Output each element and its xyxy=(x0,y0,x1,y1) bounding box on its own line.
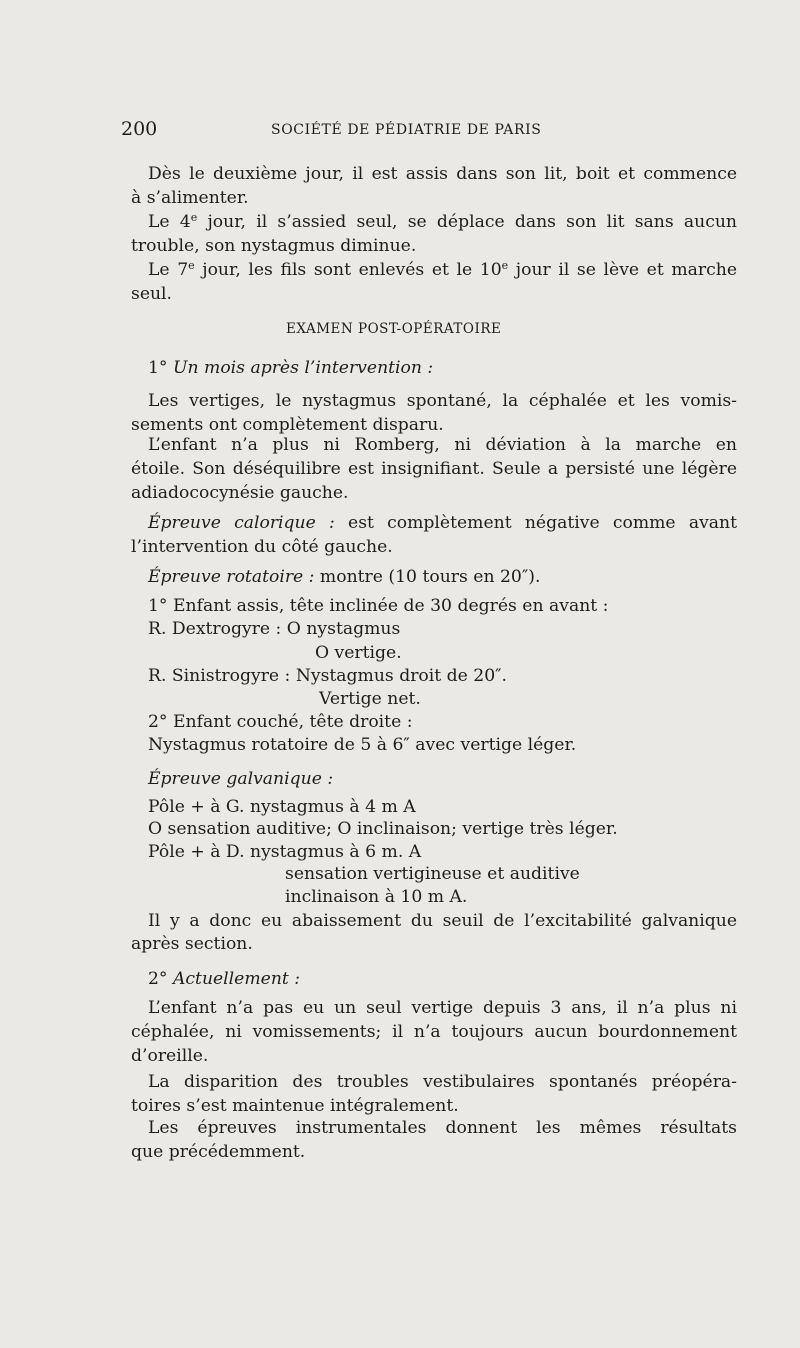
text-line: trouble, son nystagmus diminue. xyxy=(131,236,417,256)
text-line: Épreuve galvanique : xyxy=(148,769,334,789)
text-line: Dès le deuxième jour, il est assis dans son lit, boit et commence xyxy=(148,164,737,184)
subsection-heading: 2° Actuellement : xyxy=(148,969,301,989)
text-line: Vertige net. xyxy=(319,689,421,709)
text-line: inclinaison à 10 m A. xyxy=(285,887,468,907)
page-number: 200 xyxy=(121,118,158,140)
text-line: Il y a donc eu abaissement du seuil de l’excitabilité galvanique xyxy=(148,911,737,931)
text-line: céphalée, ni vomissements; il n’a toujours aucun bourdonnement xyxy=(131,1022,737,1042)
page-header xyxy=(121,118,586,144)
text-line: Les vertiges, le nystagmus spontané, la céphalée et les vomis- xyxy=(148,391,737,411)
text-line: sements ont complètement disparu. xyxy=(131,415,444,435)
text-line: étoile. Son déséquilibre est insignifiant. Seule a persisté une légère xyxy=(131,459,737,479)
text-line: L’enfant n’a plus ni Romberg, ni déviation à la marche en xyxy=(148,435,737,455)
text-line: Les épreuves instrumentales donnent les mêmes résultats xyxy=(148,1118,737,1138)
text-line: O vertige. xyxy=(315,643,402,663)
text-line: toires s’est maintenue intégralement. xyxy=(131,1096,459,1116)
subsection-heading: 1° Un mois après l’intervention : xyxy=(148,358,434,378)
text-line: 1° Enfant assis, tête inclinée de 30 degrés en avant : xyxy=(148,596,609,616)
text-line: que précédemment. xyxy=(131,1142,306,1162)
text-line: l’intervention du côté gauche. xyxy=(131,537,393,557)
text-line: R. Dextrogyre : O nystagmus xyxy=(148,619,401,639)
text-line: Le 7e jour, les fils sont enlevés et le 10e jour il se lève et marche xyxy=(148,259,737,280)
text-line: sensation vertigineuse et auditive xyxy=(285,864,580,884)
text-line: à s’alimenter. xyxy=(131,188,249,208)
text-line: d’oreille. xyxy=(131,1046,209,1066)
text-line: L’enfant n’a pas eu un seul vertige depuis 3 ans, il n’a plus ni xyxy=(148,998,737,1018)
text-line: seul. xyxy=(131,284,173,304)
text-line: Pôle + à G. nystagmus à 4 m A xyxy=(148,797,416,817)
text-line: après section. xyxy=(131,934,253,954)
text-line: R. Sinistrogyre : Nystagmus droit de 20″. xyxy=(148,666,508,686)
running-title: SOCIÉTÉ DE PÉDIATRIE DE PARIS xyxy=(271,122,542,138)
text-line: adiadococynésie gauche. xyxy=(131,483,349,503)
text-line: Nystagmus rotatoire de 5 à 6″ avec vertige léger. xyxy=(148,735,577,755)
text-line: Pôle + à D. nystagmus à 6 m. A xyxy=(148,842,422,862)
text-line: O sensation auditive; O inclinaison; vertige très léger. xyxy=(148,819,618,839)
text-line: La disparition des troubles vestibulaires spontanés préopéra- xyxy=(148,1072,737,1092)
text-line: 2° Enfant couché, tête droite : xyxy=(148,712,413,732)
text-line: Épreuve rotatoire : montre (10 tours en 20″). xyxy=(148,567,541,587)
text-line: Épreuve calorique : est complètement négative comme avant xyxy=(148,513,737,533)
section-heading: EXAMEN POST-OPÉRATOIRE xyxy=(286,321,502,337)
text-line: Le 4e jour, il s’assied seul, se déplace dans son lit sans aucun xyxy=(148,211,737,232)
